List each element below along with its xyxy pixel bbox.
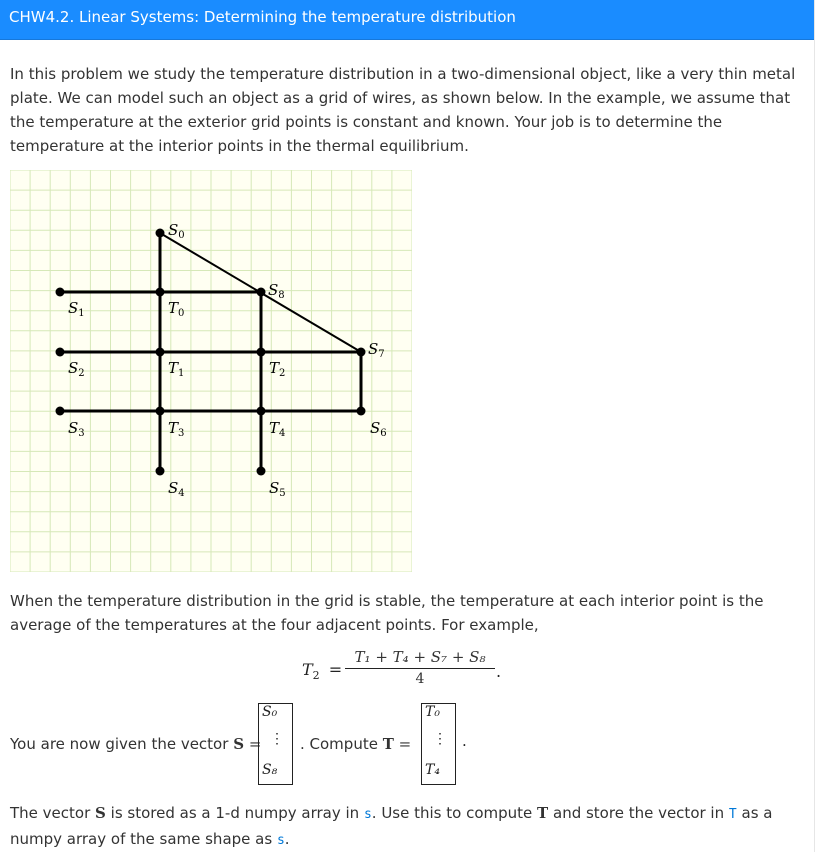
page-header xyxy=(0,0,814,40)
equation-fraction xyxy=(345,648,495,687)
s-vector-right-bracket xyxy=(288,703,293,785)
label-s8: $S_8$ xyxy=(268,281,285,301)
node-s8 xyxy=(257,288,266,297)
t-vector-bottom: T₄ xyxy=(425,762,440,778)
label-t4: $T_4$ xyxy=(269,419,286,439)
page-title: CHW4.2. Linear Systems: Determining the temperature distribution xyxy=(9,8,516,26)
label-s5: $S_5$ xyxy=(269,479,286,499)
code-s: s xyxy=(363,807,372,822)
node-t0 xyxy=(156,288,165,297)
code-s-2: s xyxy=(276,833,285,848)
node-s4 xyxy=(156,467,165,476)
final-s-symbol: S xyxy=(95,804,106,822)
final-text-3: . Use this to compute xyxy=(371,804,533,822)
right-divider xyxy=(814,0,815,852)
equation-numerator: T₁ + T₄ + S₇ + S₈ xyxy=(354,648,486,666)
final-t-symbol: T xyxy=(537,804,549,822)
vector-t-symbol: T xyxy=(382,735,394,753)
label-s7: $S_7$ xyxy=(368,340,385,360)
stable-paragraph: When the temperature distribution in the grid is stable, the temperature at each interior point is the average of the temperatures at the four adjacent points. For example, xyxy=(10,592,764,634)
t-vector-top: T₀ xyxy=(425,704,440,720)
fraction-bar xyxy=(345,668,495,669)
node-t4 xyxy=(257,407,266,416)
grid-figure xyxy=(10,170,412,572)
node-s2 xyxy=(56,348,65,357)
vector-line-period: . xyxy=(462,732,467,750)
label-s3: $S_3$ xyxy=(68,419,85,439)
equation-period: . xyxy=(496,662,502,681)
label-t0: $T_0$ xyxy=(168,299,185,319)
node-s3 xyxy=(56,407,65,416)
vector-s-symbol: S xyxy=(233,735,245,753)
node-t2 xyxy=(257,348,266,357)
node-s7 xyxy=(357,348,366,357)
final-text-1: The vector xyxy=(10,804,91,822)
s-vector-dots: ⋮ xyxy=(270,731,284,747)
wire-grid-diagram xyxy=(10,170,412,572)
label-s0: $S_0$ xyxy=(168,221,185,241)
equation-lhs-symbol: T xyxy=(302,660,313,679)
intro-paragraph: In this problem we study the temperature distribution in a two-dimensional object, like a very thin metal plate. We can model such an object as a grid of wires, as shown below. In the example, we assume that the temperature at the exterior grid points is constant and known. Your job is to determine the temperature at the interior points in the thermal equilibrium. xyxy=(10,65,796,155)
label-s1: $S_1$ xyxy=(68,299,85,319)
label-s6: $S_6$ xyxy=(370,419,387,439)
label-t1: $T_1$ xyxy=(168,359,185,379)
equation-lhs-sub: 2 xyxy=(312,669,320,683)
s-vector-bottom: S₈ xyxy=(262,762,278,778)
final-text-5: as a numpy array of the same shape as xyxy=(10,804,773,848)
t-vector-right-bracket xyxy=(451,703,456,785)
compute-label: . Compute xyxy=(300,735,378,753)
node-s6 xyxy=(357,407,366,416)
equation-lhs xyxy=(302,660,342,682)
vector-t-equals: = xyxy=(398,735,412,753)
node-s5 xyxy=(257,467,266,476)
label-s2: $S_2$ xyxy=(68,359,85,379)
equation-denominator: 4 xyxy=(415,671,425,687)
node-t3 xyxy=(156,407,165,416)
label-t2: $T_2$ xyxy=(269,359,286,379)
vector-line-prefix xyxy=(10,732,261,756)
final-text-4: and store the vector in xyxy=(553,804,725,822)
final-text-6: . xyxy=(284,830,290,848)
vector-prefix-text: You are now given the vector xyxy=(10,735,229,753)
equation-equals: = xyxy=(328,660,343,679)
final-paragraph xyxy=(10,801,805,853)
final-text-2: is stored as a 1-d numpy array in xyxy=(110,804,360,822)
label-s4: $S_4$ xyxy=(168,479,185,499)
vector-s-equals: = xyxy=(248,735,262,753)
compute-text xyxy=(300,732,411,756)
label-t3: $T_3$ xyxy=(168,419,185,439)
node-s1 xyxy=(56,288,65,297)
node-t1 xyxy=(156,348,165,357)
s-vector-top: S₀ xyxy=(262,704,278,720)
node-s0 xyxy=(156,229,165,238)
t-vector-dots: ⋮ xyxy=(433,731,447,747)
code-t: T xyxy=(728,807,737,822)
